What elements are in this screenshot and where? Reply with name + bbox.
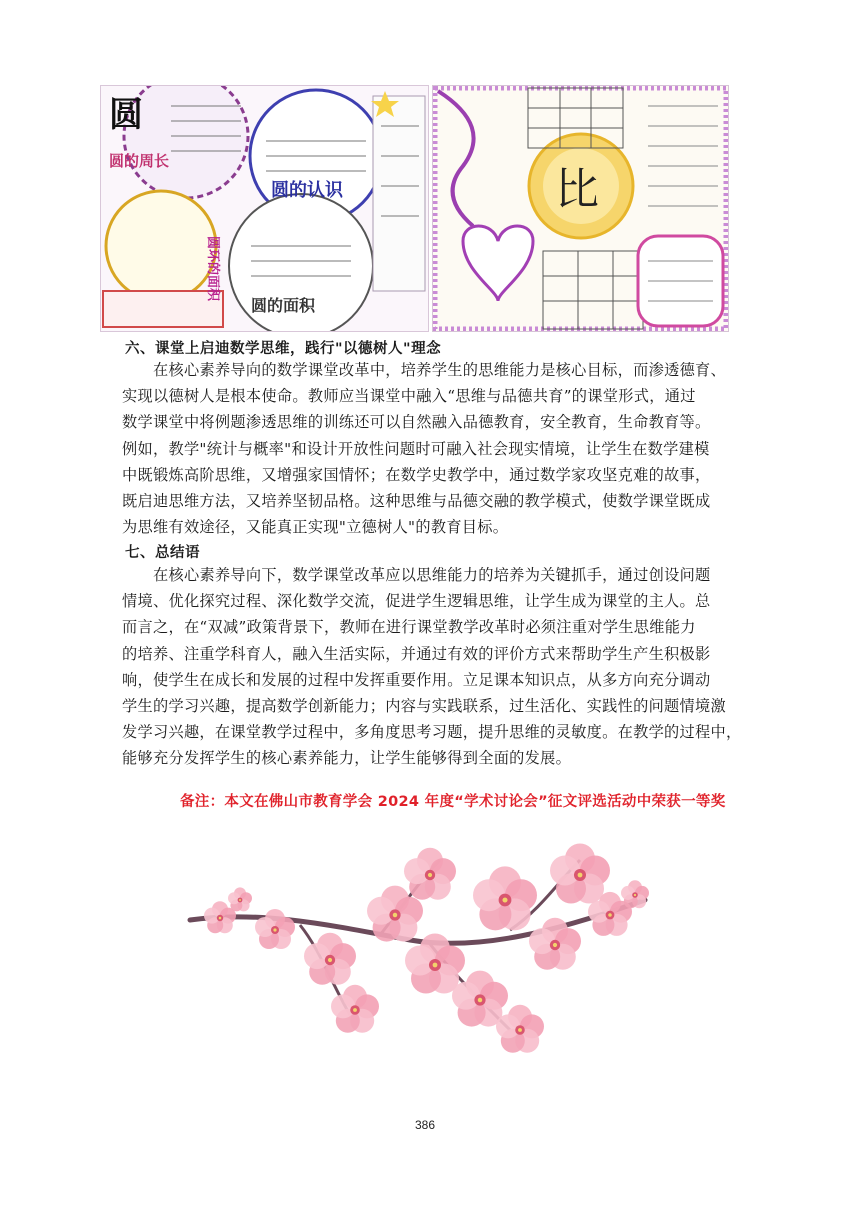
- svg-text:圆的认识: 圆的认识: [271, 180, 343, 201]
- body-line: 的培养、注重学科育人，融入生活实际，并通过有效的评价方式来帮助学生产生积极影: [122, 644, 711, 663]
- body-line: 能够充分发挥学生的核心素养能力，让学生能够得到全面的发展。: [122, 749, 572, 768]
- body-line: 在核心素养导向下，数学课堂改革应以思维能力的培养为关键抓手，通过创设问题: [153, 566, 711, 584]
- math-poster-ratio-image: [432, 85, 729, 332]
- body-line: 为思维有效途径，又能真正实现"立德树人"的教育目标。: [122, 518, 509, 537]
- page-number: 386: [414, 1118, 436, 1132]
- body-line: 响，使学生在成长和发展的过程中发挥重要作用。立足课本知识点，从多方向充分调动: [122, 670, 711, 689]
- body-line: 而言之，在“双减”政策背景下，教师在进行课堂教学改革时必须注重对学生思维能力: [122, 618, 696, 637]
- body-line: 学生的学习兴趣，提高数学创新能力；内容与实践联系，过生活化、实践性的问题情境激: [122, 697, 727, 716]
- section-6-body: [122, 357, 726, 540]
- svg-text:圆的周长: 圆的周长: [109, 152, 170, 170]
- body-line: 例如，教学"统计与概率"和设计开放性问题时可融入社会现实情境，让学生在数学建模: [122, 439, 710, 458]
- poster-char-ratio: 比: [555, 164, 599, 215]
- body-line: 数学课堂中将例题渗透思维的训练还可以自然融入品德教育，安全教育，生命教育等。: [122, 413, 711, 432]
- svg-text:圆环的面积: 圆环的面积: [205, 236, 220, 302]
- cherry-blossom-icon: [180, 840, 650, 1060]
- award-note: 备注：本文在佛山市教育学会 2024 年度“学术讨论会”征文评选活动中荣获一等奖: [180, 794, 726, 810]
- body-line: 中既锻炼高阶思维，又增强家国情怀；在数学史教学中，通过数学家攻坚克难的故事，: [122, 465, 711, 484]
- body-line: 在核心素养导向的数学课堂改革中，培养学生的思维能力是核心目标，而渗透德育、: [153, 361, 727, 379]
- body-line: 发学习兴趣，在课堂教学过程中，多角度思考习题，提升思维的灵敏度。在教学的过程中，: [122, 723, 742, 742]
- body-line: 情境、优化探究过程、深化数学交流，促进学生逻辑思维，让学生成为课堂的主人。总: [122, 592, 711, 611]
- section-6-heading: 六、课堂上启迪数学思维，践行"以德树人"理念: [125, 341, 442, 357]
- section-7-body: [122, 562, 742, 772]
- svg-text:圆的面积: 圆的面积: [251, 296, 316, 315]
- section-7-heading: 七、总结语: [125, 545, 200, 561]
- poster-char-circle: 圆: [109, 95, 143, 135]
- math-poster-circle-image: [100, 85, 429, 332]
- body-line: 既启迪思维方法，又培养坚韧品格。这种思维与品德交融的教学模式，使数学课堂既成: [122, 492, 711, 511]
- body-line: 实现以德树人是根本使命。教师应当课堂中融入“思维与品德共育”的课堂形式，通过: [122, 387, 696, 406]
